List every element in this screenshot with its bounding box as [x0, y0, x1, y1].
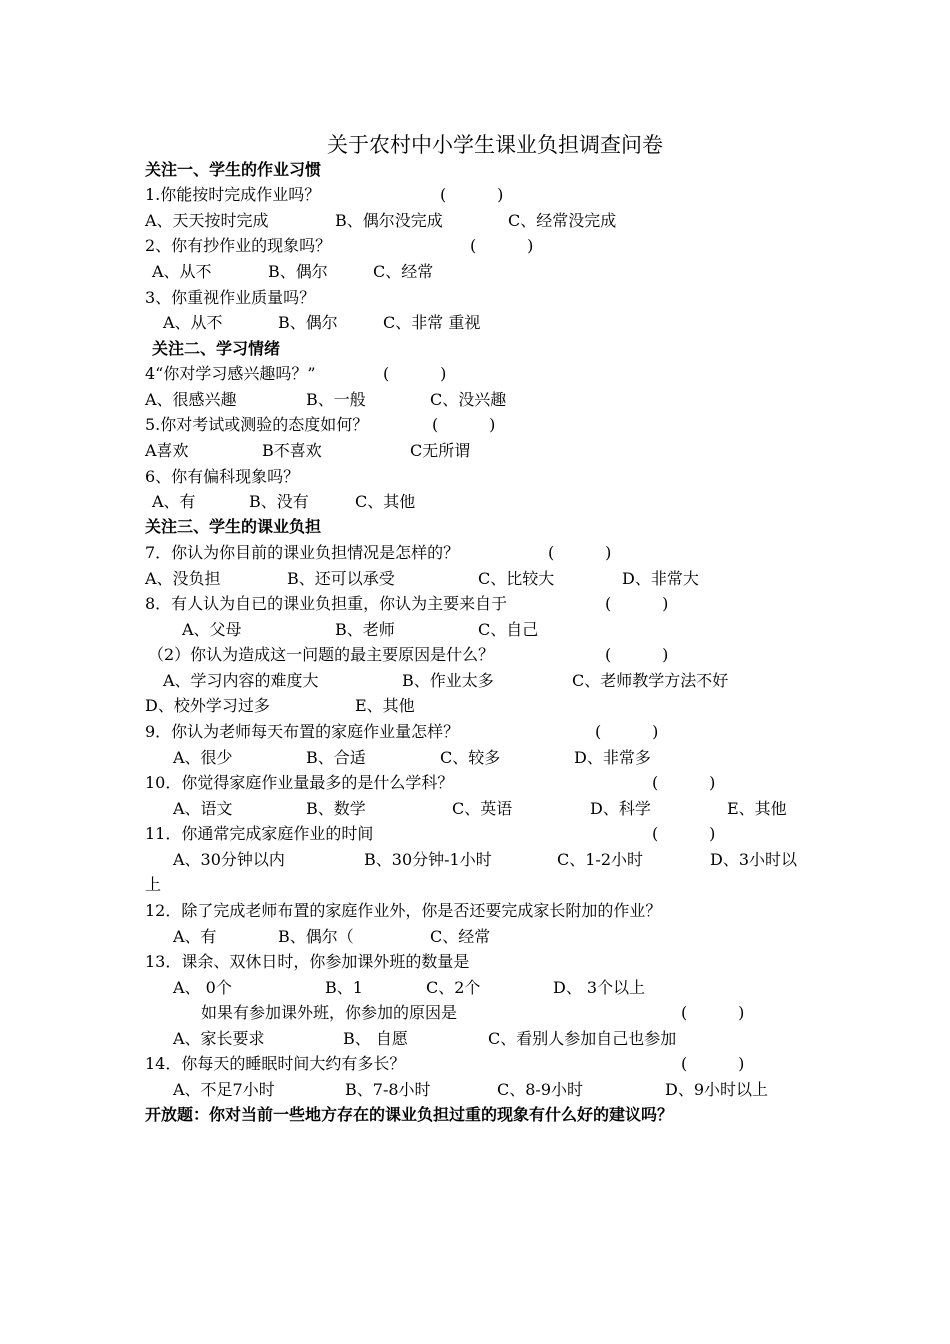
- question-text: 10．你觉得家庭作业量最多的是什么学科？: [145, 773, 454, 792]
- option-c: C、经常: [373, 262, 434, 281]
- option-c: C、经常: [430, 927, 491, 946]
- section-heading: 关注二、学习情绪: [152, 339, 281, 358]
- option-c: C、看别人参加自己也参加: [488, 1029, 677, 1048]
- answer-blank: ( ): [440, 185, 504, 204]
- question-text: 4“你对学习感兴趣吗？”: [145, 364, 316, 383]
- answer-blank: ( ): [652, 773, 716, 792]
- option-d: D、3小时以: [710, 850, 798, 869]
- option-b: B、偶尔: [278, 313, 338, 332]
- option-b: B、偶尔（: [278, 927, 354, 946]
- option-d: D、9小时以上: [665, 1080, 769, 1099]
- answer-blank: ( ): [432, 415, 496, 434]
- option-c: C、8-9小时: [497, 1080, 584, 1099]
- question-text: （2）你认为造成这一问题的最主要原因是什么？: [148, 645, 495, 664]
- question-text: 9．你认为老师每天布置的家庭作业量怎样？: [145, 722, 460, 741]
- option-b: B、 自愿: [343, 1029, 408, 1048]
- answer-blank: ( ): [548, 543, 612, 562]
- option-a: A、家长要求: [173, 1029, 265, 1048]
- option-a: A、从不: [163, 313, 223, 332]
- option-c: C、较多: [440, 748, 501, 767]
- option-b: B、一般: [306, 390, 366, 409]
- option-a: A、30分钟以内: [173, 850, 285, 869]
- option-a: A、很少: [173, 748, 233, 767]
- option-d: D、科学: [590, 799, 651, 818]
- option-c: C、非常 重视: [383, 313, 481, 332]
- option-b: B、1: [325, 978, 363, 997]
- option-c: C、1-2小时: [557, 850, 644, 869]
- option-a: A、天天按时完成: [145, 211, 269, 230]
- question-text: 2、你有抄作业的现象吗？: [145, 236, 332, 255]
- question-text: 如果有参加课外班，你参加的原因是: [201, 1003, 458, 1022]
- option-c: C、经常没完成: [508, 211, 617, 230]
- option-c: C、老师教学方法不好: [572, 671, 729, 690]
- question-text: 3、你重视作业质量吗？: [145, 288, 316, 307]
- answer-blank: ( ): [605, 594, 669, 613]
- option-b: B、偶尔: [268, 262, 328, 281]
- option-a: A喜欢: [145, 441, 189, 460]
- option-a: A、语文: [173, 799, 233, 818]
- option-a: A、学习内容的难度大: [163, 671, 319, 690]
- question-text: 14．你每天的睡眠时间大约有多长？: [145, 1054, 406, 1073]
- option-b: B、7-8小时: [345, 1080, 431, 1099]
- option-b: B、没有: [249, 492, 309, 511]
- question-text: 11．你通常完成家庭作业的时间: [145, 824, 374, 843]
- option-b: B、老师: [335, 620, 395, 639]
- question-text: 5.你对考试或测验的态度如何？: [145, 415, 369, 434]
- answer-blank: ( ): [681, 1054, 745, 1073]
- option-c: C、没兴趣: [430, 390, 507, 409]
- option-e: E、其他: [727, 799, 787, 818]
- option-b: B不喜欢: [262, 441, 322, 460]
- question-text: 1.你能按时完成作业吗？: [145, 185, 321, 204]
- option-a: A、父母: [182, 620, 242, 639]
- option-c: C、英语: [452, 799, 513, 818]
- option-d: D、 3个以上: [553, 978, 646, 997]
- option-c: C、自己: [478, 620, 539, 639]
- answer-blank: ( ): [605, 645, 669, 664]
- option-c: C、其他: [355, 492, 416, 511]
- option-a: A、 0个: [173, 978, 232, 997]
- option-c: C无所谓: [410, 441, 471, 460]
- option-d: D、非常大: [622, 569, 699, 588]
- option-b: B、数学: [306, 799, 366, 818]
- question-text: 6、你有偏科现象吗？: [145, 467, 300, 486]
- question-text: 13．课余、双休日时，你参加课外班的数量是: [145, 952, 470, 971]
- option-e: E、其他: [355, 696, 415, 715]
- option-a: A、没负担: [145, 569, 221, 588]
- option-d: D、校外学习过多: [145, 696, 270, 715]
- option-a: A、有: [173, 927, 217, 946]
- option-b: B、偶尔没完成: [335, 211, 443, 230]
- option-a: A、从不: [152, 262, 212, 281]
- option-a: A、很感兴趣: [145, 390, 237, 409]
- option-b: B、作业太多: [402, 671, 494, 690]
- option-a: A、不足7小时: [173, 1080, 275, 1099]
- option-b: B、合适: [306, 748, 366, 767]
- answer-blank: ( ): [652, 824, 716, 843]
- answer-blank: ( ): [470, 236, 534, 255]
- option-a: A、有: [152, 492, 196, 511]
- question-text: 12．除了完成老师布置的家庭作业外，你是否还要完成家长附加的作业？: [145, 901, 662, 920]
- option-b: B、还可以承受: [287, 569, 395, 588]
- option-c: C、2个: [426, 978, 481, 997]
- answer-blank: ( ): [595, 722, 659, 741]
- page-title: 关于农村中小学生课业负担调查问卷: [327, 133, 663, 157]
- option-d-continued: 上: [145, 875, 162, 894]
- answer-blank: ( ): [681, 1003, 745, 1022]
- question-text: 7．你认为你目前的课业负担情况是怎样的？: [145, 543, 460, 562]
- option-c: C、比较大: [478, 569, 555, 588]
- answer-blank: ( ): [383, 364, 447, 383]
- question-text: 8．有人认为自已的课业负担重，你认为主要来自于: [145, 594, 508, 613]
- section-heading: 关注三、学生的课业负担: [145, 517, 322, 536]
- open-question: 开放题：你对当前一些地方存在的课业负担过重的现象有什么好的建议吗？: [145, 1105, 674, 1124]
- option-b: B、30分钟-1小时: [364, 850, 492, 869]
- option-d: D、非常多: [574, 748, 651, 767]
- section-heading: 关注一、学生的作业习惯: [145, 160, 322, 179]
